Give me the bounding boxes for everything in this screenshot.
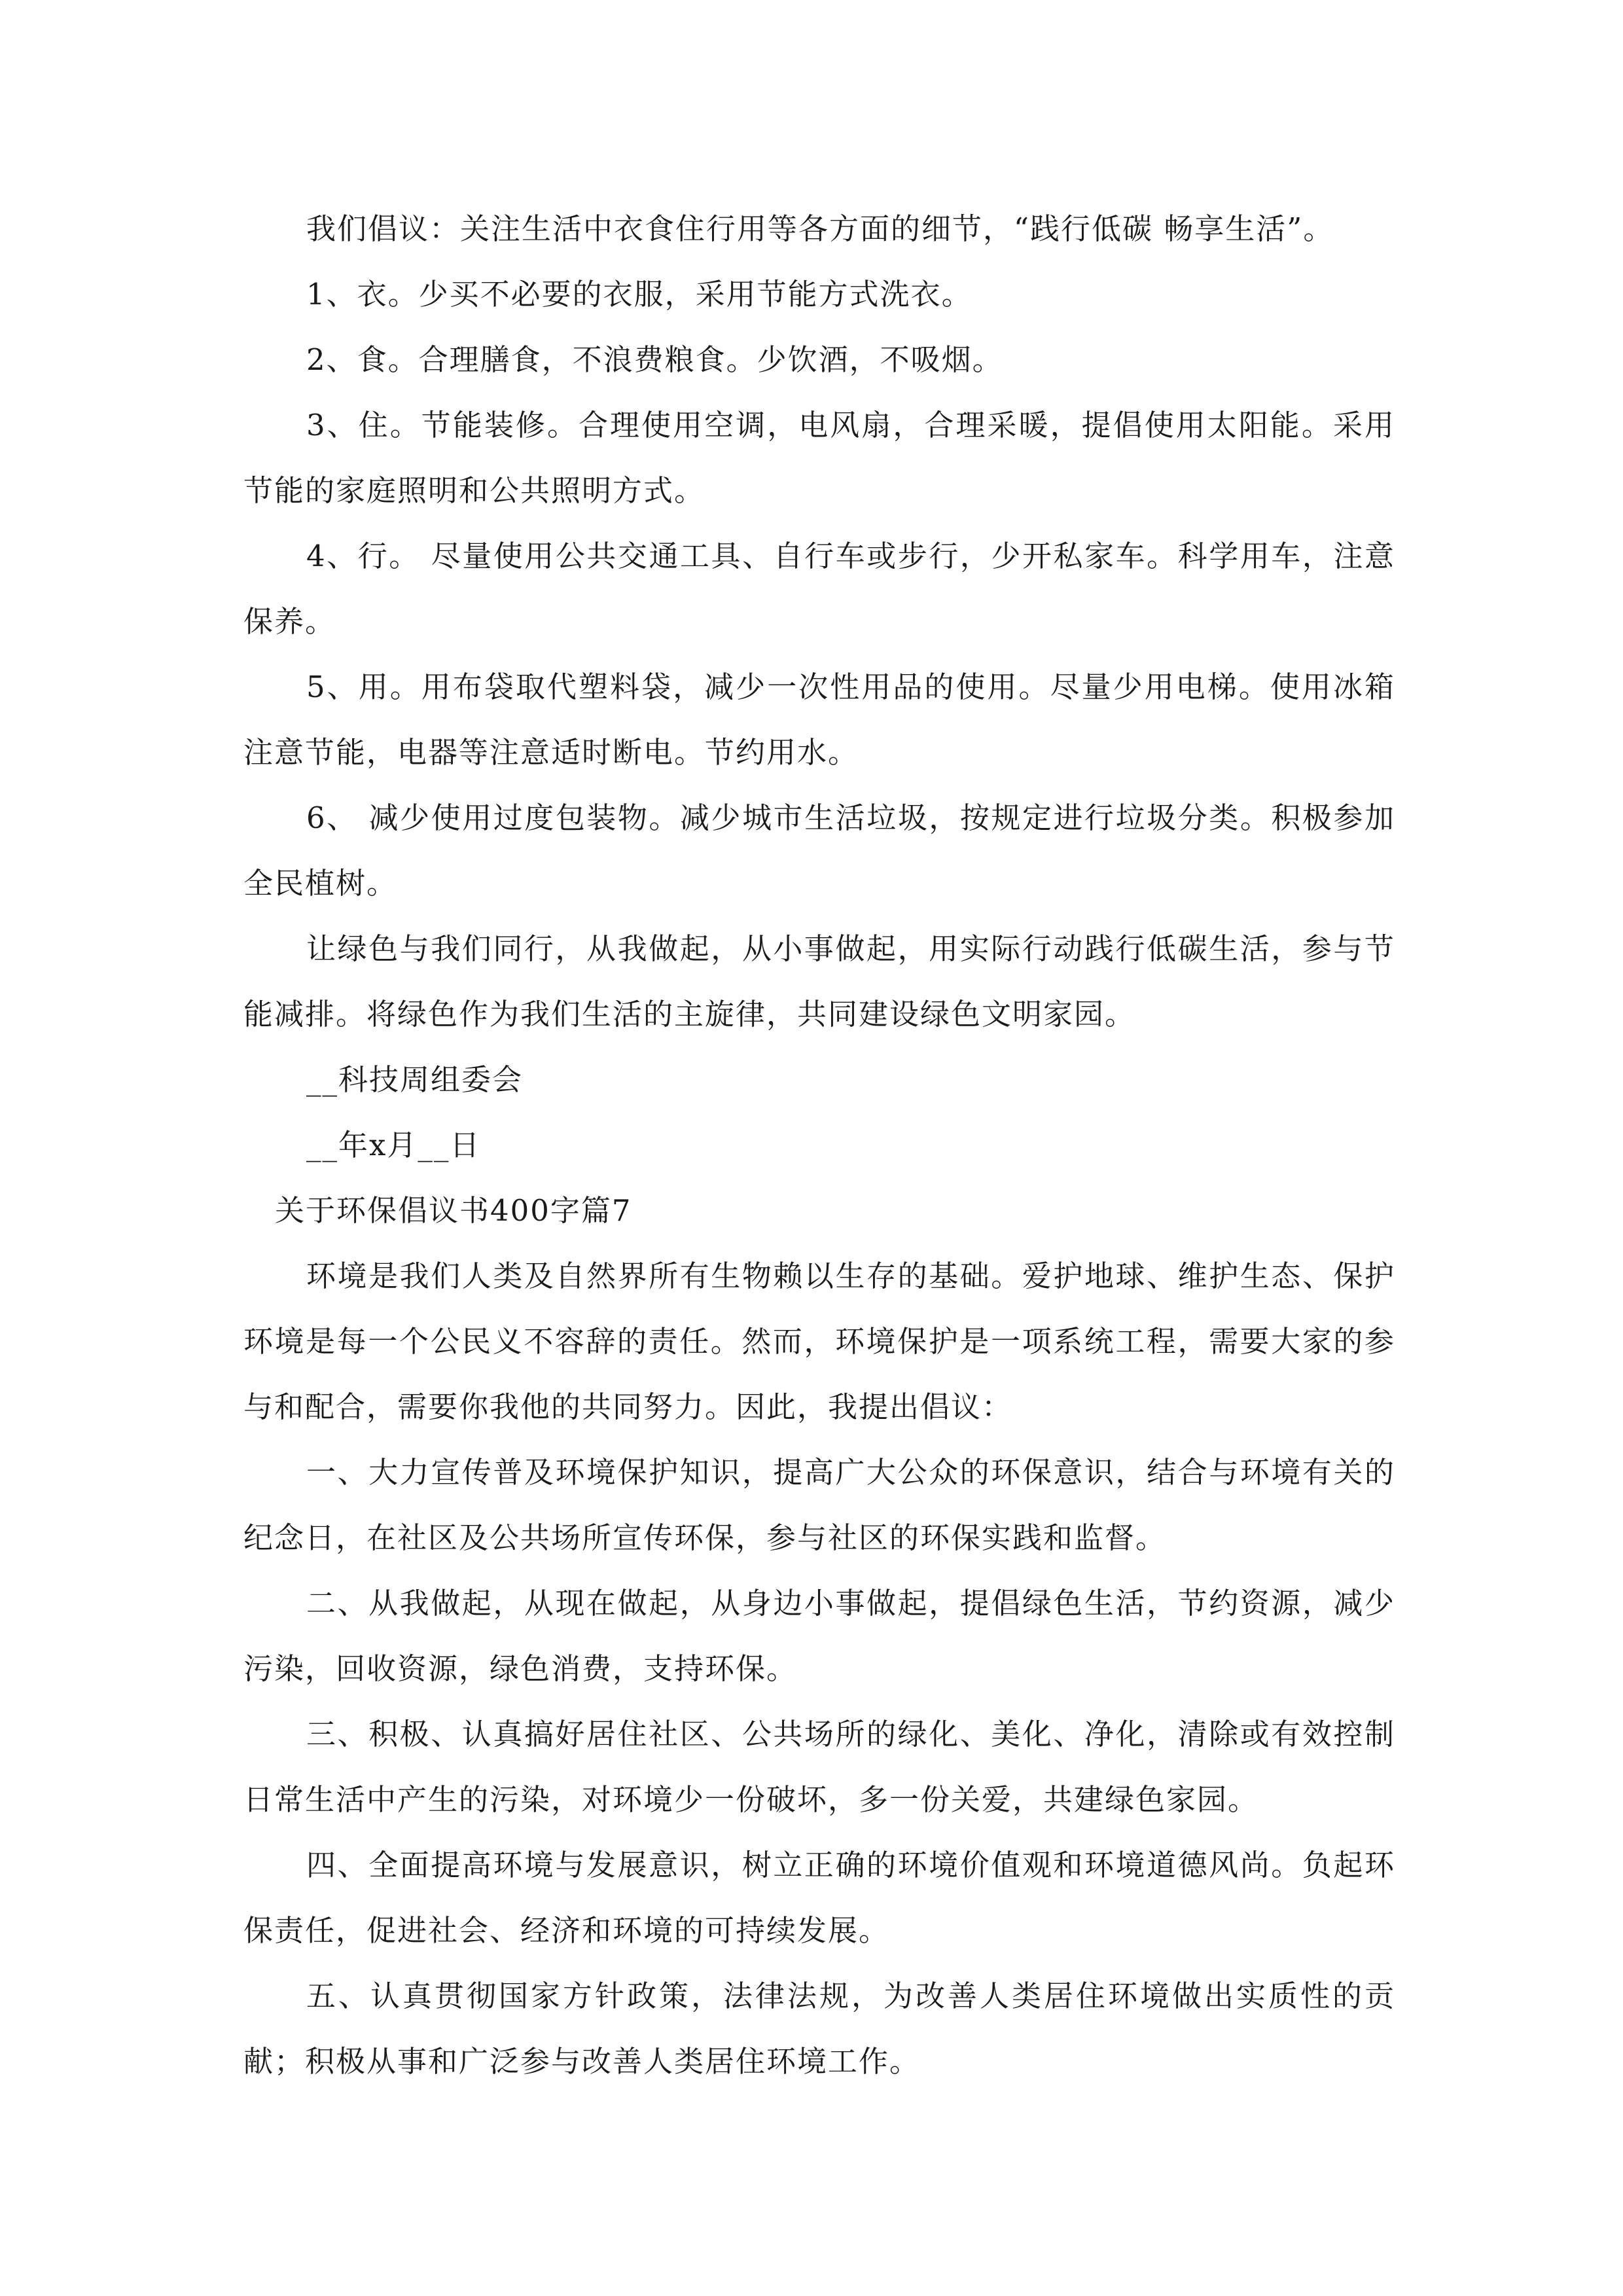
paragraph-item-travel: 4、行。 尽量使用公共交通工具、自行车或步行，少开私家车。科学用车，注意保养。 — [243, 539, 1395, 639]
paragraph-closing-call: 让绿色与我们同行，从我做起，从小事做起，用实际行动践行低碳生活，参与节能减排。将绿色作为我们生活的主旋律，共同建设绿色文明家园。 — [243, 931, 1395, 1031]
paragraph-item-clothing: 1、衣。少买不必要的衣服，采用节能方式洗衣。 — [306, 277, 972, 312]
document-body — [243, 196, 1395, 2094]
section-paragraph-four: 四、全面提高环境与发展意识，树立正确的环境价值观和环境道德风尚。负起环保责任，促进社会、经济和环境的可持续发展。 — [243, 1848, 1395, 1948]
paragraph-item-usage: 5、用。用布袋取代塑料袋，减少一次性用品的使用。尽量少用电梯。使用冰箱注意节能，电器等注意适时断电。节约用水。 — [243, 670, 1395, 770]
signature-date: __年x月__日 — [306, 1128, 481, 1162]
paragraph-item-packaging: 6、 减少使用过度包装物。减少城市生活垃圾，按规定进行垃圾分类。积极参加全民植树。 — [243, 800, 1395, 901]
paragraph-item-housing: 3、住。节能装修。合理使用空调，电风扇，合理采暖，提倡使用太阳能。采用节能的家庭照明和公共照明方式。 — [243, 408, 1395, 508]
section-paragraph-three: 三、积极、认真搞好居住社区、公共场所的绿化、美化、净化，清除或有效控制日常生活中产生的污染，对环境少一份破坏，多一份关爱，共建绿色家园。 — [243, 1717, 1395, 1817]
section-title: 关于环保倡议书400字篇7 — [275, 1193, 632, 1228]
paragraph-proposal-intro: 我们倡议：关注生活中衣食住行用等各方面的细节，“践行低碳 畅享生活”。 — [306, 211, 1334, 246]
section-paragraph-two: 二、从我做起，从现在做起，从身边小事做起，提倡绿色生活，节约资源，减少污染，回收资源，绿色消费，支持环保。 — [243, 1586, 1395, 1686]
section-paragraph-one: 一、大力宣传普及环境保护知识，提高广大公众的环保意识，结合与环境有关的纪念日，在社区及公共场所宣传环保，参与社区的环保实践和监督。 — [243, 1455, 1395, 1555]
section-paragraph-intro: 环境是我们人类及自然界所有生物赖以生存的基础。爱护地球、维护生态、保护环境是每一个公民义不容辞的责任。然而，环境保护是一项系统工程，需要大家的参与和配合，需要你我他的共同努力。因此，我提出倡议： — [243, 1259, 1395, 1424]
signature-organizer: __科技周组委会 — [306, 1062, 524, 1097]
paragraph-item-food: 2、食。合理膳食，不浪费粮食。少饮酒，不吸烟。 — [306, 342, 1003, 377]
section-paragraph-five: 五、认真贯彻国家方针政策，法律法规，为改善人类居住环境做出实质性的贡献；积极从事和广泛参与改善人类居住环境工作。 — [243, 1979, 1395, 2079]
